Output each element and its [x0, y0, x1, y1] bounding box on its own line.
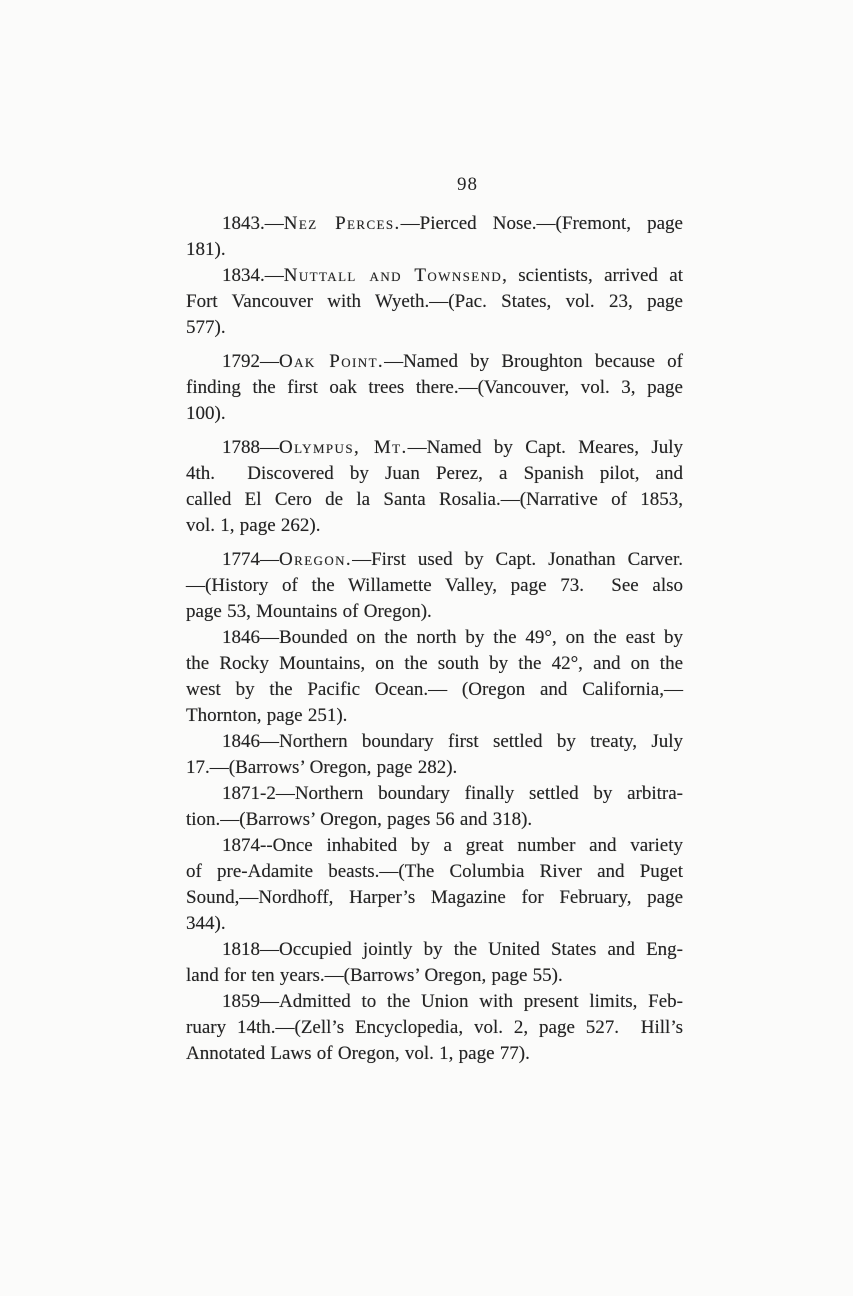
entry-paragraph-8 [186, 833, 683, 937]
text-line: Sound,—Nordhoff, Harper’s Magazine for February, page [186, 887, 683, 908]
text-line: 1792—Oak Point.—Named by Broughton because of [222, 351, 683, 372]
text-line: 1871-2—Northern boundary finally settled by arbitra- [222, 783, 683, 804]
entry-paragraph-6 [186, 729, 683, 781]
text-block [186, 211, 683, 1067]
text-column [186, 172, 683, 1067]
small-caps-heading: Oregon. [279, 549, 353, 570]
text-line: of pre-Adamite beasts.—(The Columbia River and Puget [186, 861, 683, 882]
text-line: 1788—Olympus, Mt.—Named by Capt. Meares, July [222, 437, 683, 458]
entry-paragraph-4 [186, 547, 683, 625]
text-line: tion.—(Barrows’ Oregon, pages 56 and 318). [186, 809, 533, 830]
text-line: 344). [186, 913, 226, 934]
text-line: Annotated Laws of Oregon, vol. 1, page 77). [186, 1043, 530, 1064]
text-line: Thornton, page 251). [186, 705, 348, 726]
text-line: 4th. Discovered by Juan Perez, a Spanish pilot, and [186, 463, 683, 484]
text-line: 1834.—Nuttall and Townsend, scientists, arrived at [222, 265, 683, 286]
small-caps-heading: Olympus, Mt. [279, 437, 408, 458]
entry-paragraph-5 [186, 625, 683, 729]
text-line: ruary 14th.—(Zell’s Encyclopedia, vol. 2, page 527. Hill’s [186, 1017, 683, 1038]
text-line: 1846—Northern boundary first settled by treaty, July [222, 731, 683, 752]
text-line: finding the first oak trees there.—(Vancouver, vol. 3, page [186, 377, 683, 398]
text-line: the Rocky Mountains, on the south by the 42°, and on the [186, 653, 683, 674]
text-line: 181). [186, 239, 226, 260]
text-line: called El Cero de la Santa Rosalia.—(Narrative of 1853, [186, 489, 683, 510]
text-line: 1818—Occupied jointly by the United States and Eng- [222, 939, 683, 960]
entry-paragraph-2 [186, 349, 683, 427]
text-line: 1774—Oregon.—First used by Capt. Jonathan Carver. [222, 549, 683, 570]
text-line: 17.—(Barrows’ Oregon, page 282). [186, 757, 458, 778]
text-line: 1843.—Nez Perces.—Pierced Nose.—(Fremont, page [222, 213, 683, 234]
text-line: page 53, Mountains of Oregon). [186, 601, 432, 622]
text-line: 577). [186, 317, 226, 338]
entry-paragraph-7 [186, 781, 683, 833]
text-line: 100). [186, 403, 226, 424]
text-line: 1874--Once inhabited by a great number and variety [222, 835, 683, 856]
entry-paragraph-9 [186, 937, 683, 989]
small-caps-heading: Nuttall and Townsend [283, 265, 503, 286]
text-line: 1859—Admitted to the Union with present limits, Feb- [222, 991, 683, 1012]
small-caps-heading: Nez Perces. [283, 213, 401, 234]
entry-paragraph-10 [186, 989, 683, 1067]
entry-paragraph-1 [186, 263, 683, 341]
page-number: 98 [457, 174, 478, 195]
text-line: 1846—Bounded on the north by the 49°, on the east by [222, 627, 683, 648]
entry-paragraph-0 [186, 211, 683, 263]
text-line: Fort Vancouver with Wyeth.—(Pac. States, vol. 23, page [186, 291, 683, 312]
text-line: land for ten years.—(Barrows’ Oregon, page 55). [186, 965, 563, 986]
small-caps-heading: Oak Point. [279, 351, 385, 372]
entry-paragraph-3 [186, 435, 683, 539]
text-line: —(History of the Willamette Valley, page 73. See also [186, 575, 683, 596]
text-line: west by the Pacific Ocean.— (Oregon and California,— [186, 679, 683, 700]
text-line: vol. 1, page 262). [186, 515, 321, 536]
